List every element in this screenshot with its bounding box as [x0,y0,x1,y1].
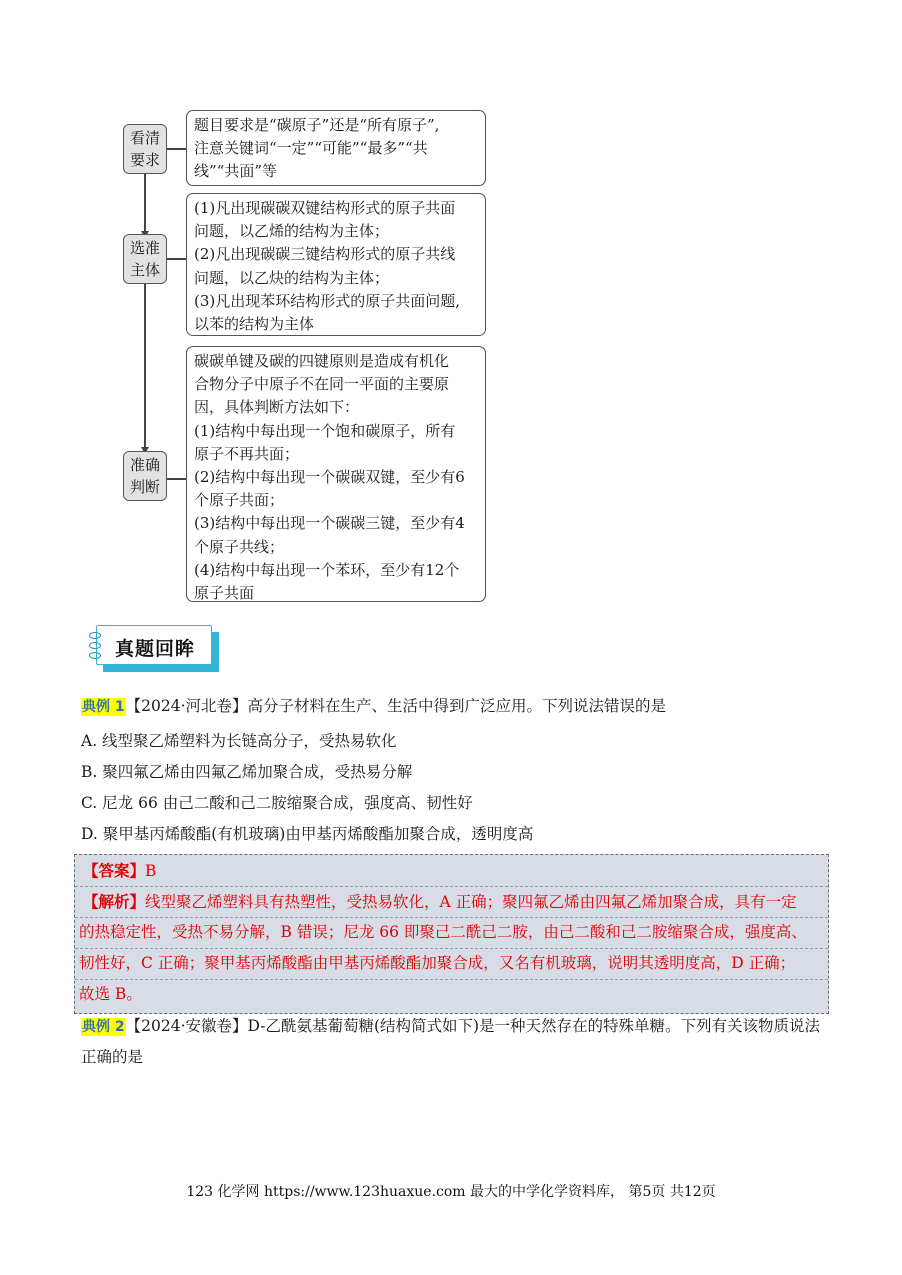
binder-ring-icon [89,652,101,659]
flow-box-line: (2)凡出现碳碳三键结构形式的原子共线 [194,245,456,264]
option-b: B. 聚四氟乙烯由四氟乙烯加聚合成，受热易分解 [81,763,413,781]
example1-stem [81,691,666,723]
flow-connector [166,148,186,150]
flow-box-line: (3)凡出现苯环结构形式的原子共面问题, [194,291,461,310]
flow-connector [144,172,146,231]
flow-connector [144,284,146,447]
flow-box-line: 因，具体判断方法如下： [194,398,360,417]
flow-box-judgement [186,346,486,602]
answer-line [83,855,156,887]
flow-box-line: 原子共面 [194,584,255,603]
analysis-text: 线型聚乙烯塑料具有热塑性，受热易软化，A 正确；聚四氟乙烯由四氟乙烯加聚合成，具有一定 [145,893,797,911]
page-footer: 123 化学网 https://www.123huaxue.com 最大的中学化学资料库， 第5页 共12页 [186,1184,716,1200]
section-banner [96,625,219,673]
example2-stem-line2: 正确的是 [81,1048,144,1066]
flow-box-line: 个原子共面； [194,491,285,510]
example-stem-text: D-乙酰氨基葡萄糖(结构简式如下)是一种天然存在的特殊单糖。下列有关该物质说法 [247,1017,821,1035]
flow-box-line: 个原子共线； [194,537,285,556]
binder-ring-icon [89,632,101,639]
flow-box-line: (4)结构中每出现一个苯环，至少有12个 [194,560,460,579]
flow-box-line: (1)凡出现碳碳双键结构形式的原子共面 [194,199,456,217]
flow-box-line: (2)结构中每出现一个碳碳双键，至少有6 [194,468,465,487]
section-title: 真题回眸 [115,638,196,660]
analysis-label: 【解析】 [83,892,146,911]
flow-box-subject [186,193,486,336]
binder-ring-icon [89,642,101,649]
example-source: 【2024·河北卷】 [125,697,248,715]
flow-box-line: 问题，以乙炔的结构为主体； [194,268,390,287]
option-c: C. 尼龙 66 由己二酸和己二胺缩聚合成，强度高、韧性好 [81,794,473,812]
flow-box-requirements [186,110,486,186]
example-tag: 典例 1 [82,699,125,715]
answer-label: 【答案】 [83,861,146,880]
flow-box-line: 合物分子中原子不在同一平面的主要原 [194,375,450,394]
flow-step-judge [123,451,167,501]
flow-box-line: (1)结构中每出现一个饱和碳原子，所有 [194,421,456,440]
answer-value: B [145,862,157,880]
flow-step-label: 要求 [129,151,160,169]
example2-stem [81,1011,820,1043]
flow-box-line: 注意关键词“一定”“可能”“最多”“共 [194,139,428,158]
analysis-line: 的热稳定性，受热不易分解，B 错误；尼龙 66 即聚己二酰己二胺，由己二酸和己二胺缩聚合成，强度高、 [79,923,807,941]
example-tag: 典例 2 [82,1019,125,1035]
flow-step-choose-subject [123,234,167,284]
analysis-line: 韧性好，C 正确；聚甲基丙烯酸酯由甲基丙烯酸酯加聚合成，又名有机玻璃，说明其透明度高，D 正确； [79,954,796,972]
flow-connector [166,478,186,480]
flow-step-label: 判断 [129,478,160,496]
option-a: A. 线型聚乙烯塑料为长链高分子，受热易软化 [81,732,397,750]
flow-box-line: 线”“共面”等 [194,162,278,181]
flow-step-label: 主体 [129,261,160,279]
flow-step-read-requirements [123,124,167,174]
analysis-line [83,886,797,918]
flow-box-line: 题目要求是“碳原子”还是“所有原子”, [194,116,440,134]
flow-step-label: 看清 [129,129,160,147]
example-source: 【2024·安徽卷】 [125,1017,248,1035]
banner-panel [96,625,212,665]
flow-step-label: 选准 [129,239,160,257]
answer-rule [75,979,828,980]
flow-connector [166,258,186,260]
example-stem-text: 高分子材料在生产、生活中得到广泛应用。下列说法错误的是 [247,697,667,715]
flow-box-line: 原子不再共面； [194,444,300,463]
flow-box-line: (3)结构中每出现一个碳碳三键，至少有4 [194,514,465,533]
flow-step-label: 准确 [129,456,160,474]
answer-box [74,854,829,1014]
flow-box-line: 问题，以乙烯的结构为主体； [194,222,390,241]
flow-box-line: 碳碳单键及碳的四键原则是造成有机化 [194,352,450,370]
analysis-line: 故选 B。 [79,985,142,1003]
flow-box-line: 以苯的结构为主体 [194,315,315,334]
option-d: D. 聚甲基丙烯酸酯(有机玻璃)由甲基丙烯酸酯加聚合成，透明度高 [81,825,534,843]
